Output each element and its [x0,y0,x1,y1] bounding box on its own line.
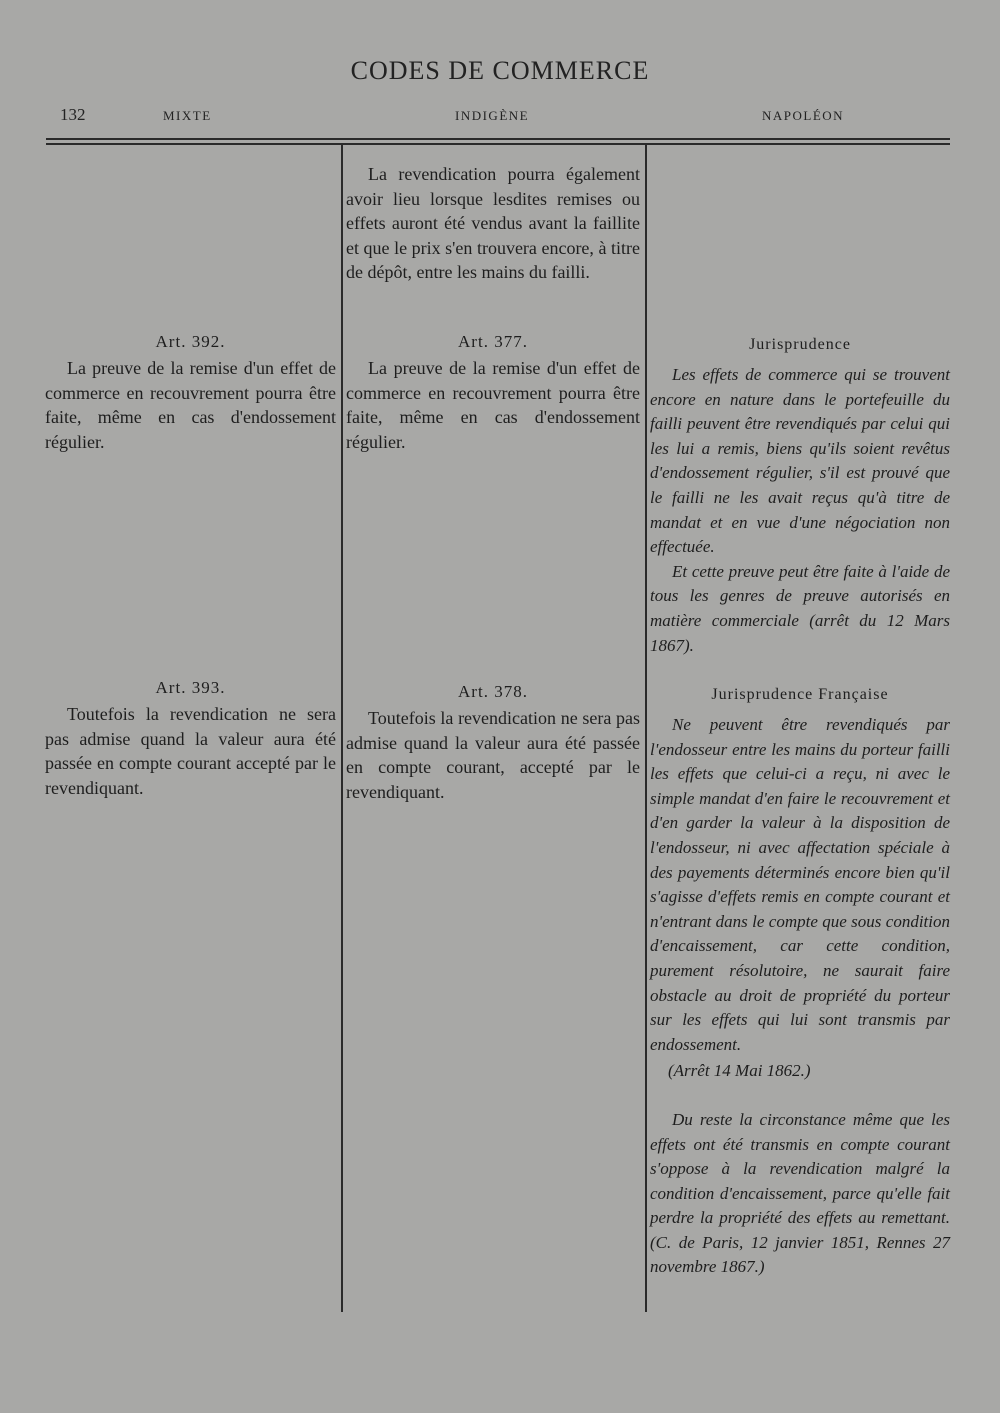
column-header-indigene: INDIGÈNE [455,108,530,123]
header-rule-top [46,138,950,140]
napoleon-jurisprudence-title: Jurisprudence [749,336,851,353]
column-header-napoleon: NAPOLÉON [762,108,845,123]
indigene-intro [346,162,640,285]
mixte-article-393-text: Toutefois la revendication ne sera pas admise quand la valeur aura été passée en compte courant accepté par le revendiquant. [45,704,336,798]
napoleon-jurisprudence-francaise-citation: (Arrêt 14 Mai 1862.) [668,1061,811,1081]
napoleon-jurisprudence-francaise-paragraph-2: Du reste la circonstance même que les effets ont été transmis en compte courant s'oppose à la revendication malgré la condition d'encaissement, parce qu'elle fait perdre la propriété des effets au remettant. (C. de Paris, 12 janvier 1851, Rennes 27 novembre 1867.) [650,1109,950,1277]
indigene-article-378 [346,680,640,804]
column-divider-left [341,145,343,1312]
mixte-article-393-title: Art. 393. [155,678,226,697]
napoleon-jurisprudence-francaise [650,683,950,1280]
napoleon-jurisprudence-francaise-title: Jurisprudence Française [711,686,889,703]
napoleon-jurisprudence-paragraph-1: Les effets de commerce qui se trouvent encore en nature dans le portefeuille du failli peuvent être revendiqués par celui qui les lui a remis, biens qu'ils soient revêtus d'endossement régulier, s'il est prouvé que le failli ne les avait reçus qu'à titre de mandat et en vue d'une négociation non effectuée. [650,365,950,557]
column-divider-right [645,145,647,1312]
indigene-article-377-title: Art. 377. [458,332,528,351]
mixte-article-393 [45,676,336,800]
indigene-intro-text: La revendication pourra également avoir lieu lorsque lesdites remises ou effets auront été vendus avant la faillite et que le prix s'en trouvera encore, à titre de dépôt, entre les mains du failli. [346,164,640,282]
indigene-article-377-text: La preuve de la remise d'un effet de commerce en recouvrement pourra être faite, même en cas d'endossement régulier. [346,358,640,452]
indigene-article-378-title: Art. 378. [458,682,528,701]
mixte-article-392-title: Art. 392. [155,332,226,351]
napoleon-jurisprudence [650,333,950,658]
indigene-article-378-text: Toutefois la revendication ne sera pas admise quand la valeur aura été passée en compte courant, accepté par le revendiquant. [346,708,640,802]
column-header-mixte: MIXTE [163,108,212,123]
mixte-article-392 [45,330,336,454]
header-rule-bottom [46,143,950,145]
napoleon-jurisprudence-paragraph-2: Et cette preuve peut être faite à l'aide de tous les genres de preuve autorisés en matière commerciale (arrêt du 12 Mars 1867). [650,561,950,655]
page-title: CODES DE COMMERCE [350,56,650,85]
indigene-article-377 [346,330,640,454]
napoleon-jurisprudence-francaise-paragraph-1: Ne peuvent être revendiqués par l'endosseur entre les mains du porteur failli les effets que celui-ci a reçu, ni avec le simple mandat d'en faire le recouvrement et d'en garder la valeur à la disposition de l'endosseur, ni avec affectation spéciale à des payements déterminés encore bien qu'il s'agisse d'effets remis en compte courant et n'entrant dans le compte que sous condition d'encaissement, car cette condition, purement résolutoire, ne saurait faire obstacle au droit de propriété du porteur sur les effets qui lui sont transmis par endossement. [650,715,950,1054]
page-number: 132 [60,105,86,124]
mixte-article-392-text: La preuve de la remise d'un effet de commerce en recouvrement pourra être faite, même en cas d'endossement régulier. [45,358,336,452]
